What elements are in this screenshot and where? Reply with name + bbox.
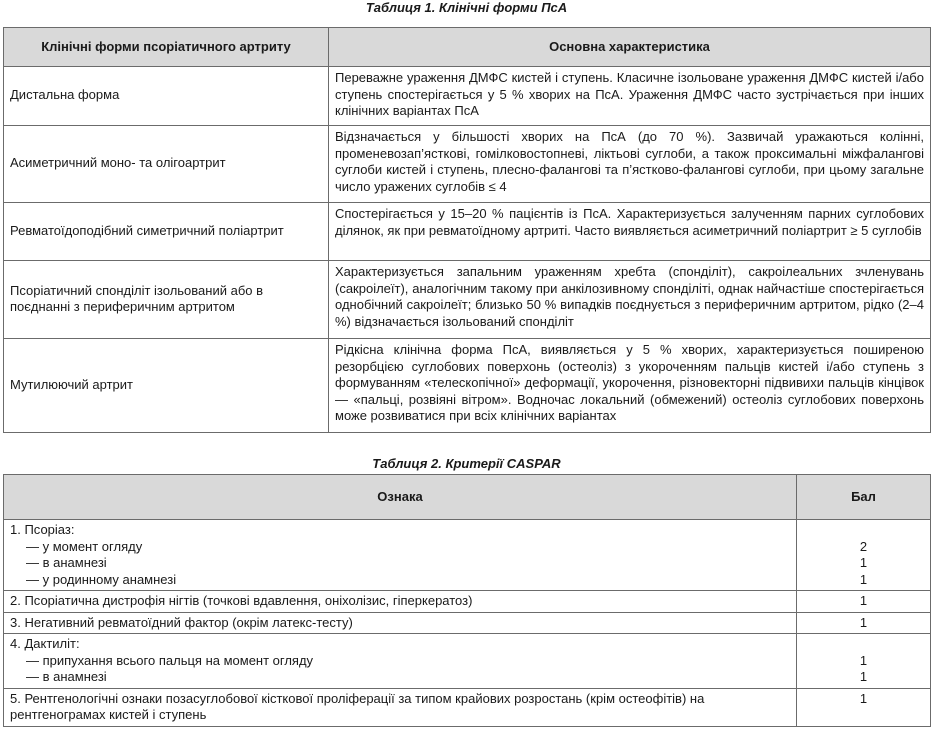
table-row xyxy=(4,126,931,203)
score-spacer xyxy=(803,522,924,539)
score-value: 1 xyxy=(859,571,868,587)
table-row xyxy=(4,339,931,433)
criterion-cell xyxy=(4,591,797,613)
form-name: Дистальна форма xyxy=(4,67,329,126)
criterion-title: 5. Рентгенологічні ознаки позасуглобової кісткової проліферації за типом крайових розростань (крім остеофітів) на рентгенограмах кистей і ступень xyxy=(10,690,705,722)
caspar-criteria-table xyxy=(3,474,931,727)
score-value: 1 xyxy=(859,555,868,570)
criterion-subitem: — в анамнезі xyxy=(26,555,107,570)
column-header-forms: Клінічні форми псоріатичного артриту xyxy=(4,28,329,67)
form-name: Асиметричний моно- та олігоартрит xyxy=(4,126,329,203)
score-cell xyxy=(797,688,931,726)
table-row xyxy=(4,67,931,126)
table-header-row xyxy=(4,475,931,520)
score-value: 1 xyxy=(859,669,868,684)
criterion-title: 4. Дактиліт: xyxy=(10,636,80,651)
table-row xyxy=(4,203,931,261)
score-cell xyxy=(797,520,931,591)
score-spacer xyxy=(803,636,924,653)
score-value: 1 xyxy=(859,593,868,608)
form-name: Псоріатичний спонділіт ізольований або в поєднанні з периферичним артритом xyxy=(4,261,329,339)
score-value: 1 xyxy=(859,614,868,630)
table-header-row xyxy=(4,28,931,67)
criterion-subitem: — припухання всього пальця на момент огляду xyxy=(26,652,314,668)
column-header-characteristics: Основна характеристика xyxy=(329,28,931,67)
table-row xyxy=(4,591,931,613)
column-header-criterion: Ознака xyxy=(4,475,797,520)
score-cell xyxy=(797,591,931,613)
score-value: 1 xyxy=(859,690,868,706)
form-description: Відзначається у більшості хворих на ПсА (до 70 %). Зазвичай уражаються колінні, променевозап’ясткові, гомілковостопневі, ліктьові суглоби, а також проксимальні міжфалангові суглоби кистей і ступень, плесно-фалангові та п’ястково-фалангові суглоби, при цьому загальне число уражених суглобів ≤ 4 xyxy=(329,126,931,203)
criterion-title: 3. Негативний ревматоїдний фактор (окрім латекс-тесту) xyxy=(10,614,353,630)
score-cell xyxy=(797,634,931,689)
clinical-forms-table xyxy=(3,27,931,433)
criterion-cell xyxy=(4,612,797,634)
form-description: Рідкісна клінічна форма ПсА, виявляється у 5 % хворих, характеризується поширеною резорбцією суглобових поверхонь (остеоліз) з укороченням пальців кистей і/або ступень з формуванням «телескопічної» деформації, укорочення, різновекторні підвивихи пальців кінцівок — «пальці, розвіяні вітром». Водночас локальний (обмежений) остеоліз суглобових поверхонь може розвиватися при всіх клінічних варіантах xyxy=(329,339,931,433)
score-cell xyxy=(797,612,931,634)
table-row xyxy=(4,634,931,689)
form-description: Характеризується запальним ураженням хребта (спонділіт), сакроілеальних зчленувань (сакроілеїт), аналогічним такому при анкілозивному спонділіті, однак найчастіше спостерігається однобічний сакроілеїт; близько 50 % випадків поєднується з периферичним артритом, рідко (2–4 %) відзначається ізольований спонділіт xyxy=(329,261,931,339)
form-name: Ревматоїдоподібний симетричний поліартрит xyxy=(4,203,329,261)
score-value: 1 xyxy=(859,652,868,668)
criterion-title: 1. Псоріаз: xyxy=(10,522,75,537)
form-description: Спостерігається у 15–20 % пацієнтів із ПсА. Характеризується залученням парних суглобових ділянок, як при ревматоїдному артриті. Часто виявляється асиметричний поліартрит ≥ 5 суглобів xyxy=(329,203,931,261)
table-row xyxy=(4,520,931,591)
form-name: Мутилюючий артрит xyxy=(4,339,329,433)
criterion-subitem: — у момент огляду xyxy=(26,538,143,554)
table-row xyxy=(4,612,931,634)
criterion-subitem: — в анамнезі xyxy=(26,669,107,684)
criterion-cell xyxy=(4,520,797,591)
table2-caption: Таблиця 2. Критерії CASPAR xyxy=(372,456,561,471)
criterion-cell xyxy=(4,634,797,689)
form-description: Переважне ураження ДМФС кистей і ступень. Класичне ізольоване ураження ДМФС кистей і/або ступень спостерігається у 5 % хворих на ПсА. Ураження ДМФС часто зустрічається при інших клінічних варіантах ПсА xyxy=(329,67,931,126)
table-row xyxy=(4,261,931,339)
table-row xyxy=(4,688,931,726)
column-header-score: Бал xyxy=(797,475,931,520)
criterion-subitem: — у родинному анамнезі xyxy=(26,571,177,587)
score-value: 2 xyxy=(859,538,868,554)
criterion-cell xyxy=(4,688,797,726)
table1-caption: Таблиця 1. Клінічні форми ПсА xyxy=(365,0,568,15)
criterion-title: 2. Псоріатична дистрофія нігтів (точкові вдавлення, оніхолізис, гіперкератоз) xyxy=(10,593,473,608)
